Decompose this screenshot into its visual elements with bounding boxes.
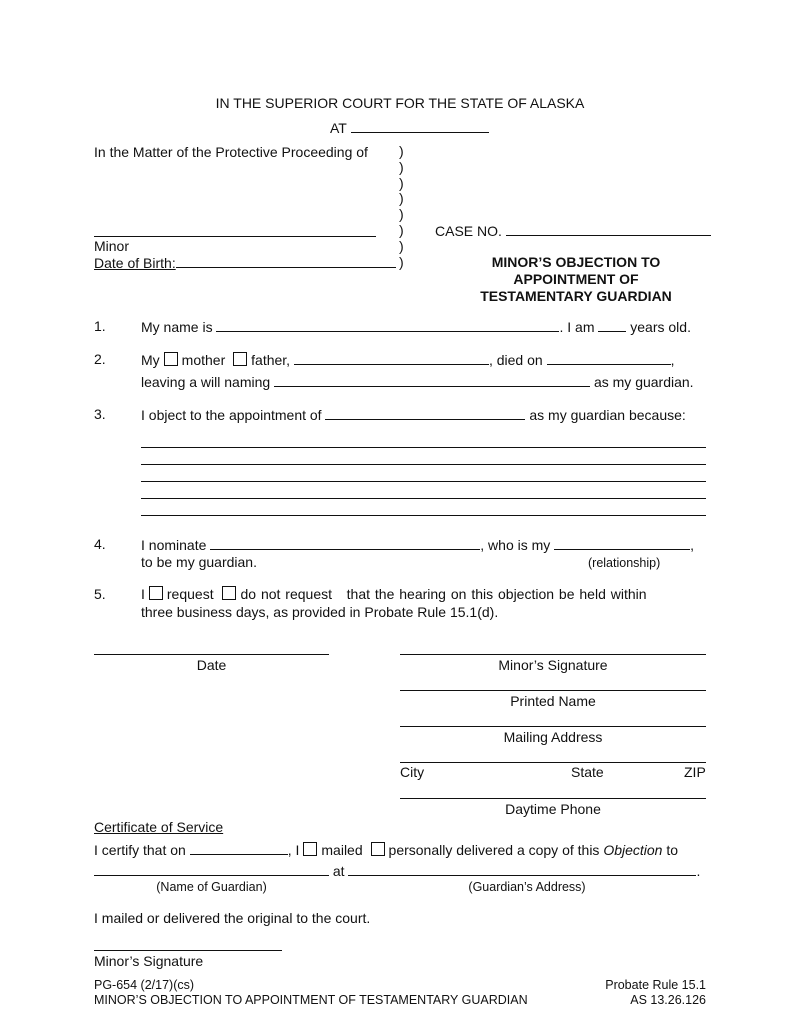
item-4-line-2: to be my guardian. bbox=[141, 554, 257, 570]
parent-name-field[interactable] bbox=[294, 351, 489, 365]
name-field[interactable] bbox=[216, 318, 559, 332]
guardian-address-label: (Guardian’s Address) bbox=[468, 880, 586, 894]
nominee-field[interactable] bbox=[210, 536, 480, 550]
service-date-field[interactable] bbox=[190, 841, 288, 855]
minor-signature-field[interactable] bbox=[400, 654, 706, 655]
daytime-phone-field[interactable] bbox=[400, 798, 706, 799]
father-checkbox[interactable] bbox=[233, 352, 247, 366]
death-date-field[interactable] bbox=[547, 351, 671, 365]
certificate-signature-field[interactable] bbox=[94, 950, 282, 951]
case-no-field[interactable] bbox=[506, 222, 711, 236]
mailing-address-label: Mailing Address bbox=[503, 729, 603, 745]
age-field[interactable] bbox=[598, 318, 626, 332]
court-heading: IN THE SUPERIOR COURT FOR THE STATE OF ALASKA bbox=[215, 95, 585, 111]
form-number: PG-654 (2/17)(cs) bbox=[94, 978, 195, 992]
item-2-line-2: leaving a will naming as my guardian. bbox=[141, 374, 694, 390]
guardian-name-field[interactable] bbox=[94, 862, 329, 876]
date-label: Date bbox=[196, 657, 227, 673]
certificate-line-2: at . bbox=[94, 862, 700, 879]
item-number: 2. bbox=[94, 351, 106, 367]
mother-checkbox[interactable] bbox=[164, 352, 178, 366]
dob-label: Date of Birth: bbox=[94, 254, 396, 271]
item-5-line-2: three business days, as provided in Probate Rule 15.1(d). bbox=[141, 604, 499, 620]
at-label bbox=[330, 119, 489, 136]
item-number: 1. bbox=[94, 318, 106, 334]
mailing-address-field[interactable] bbox=[400, 726, 706, 727]
item-3: I object to the appointment of as my guardian because: bbox=[141, 407, 686, 423]
reason-line[interactable] bbox=[141, 481, 706, 482]
mailed-checkbox[interactable] bbox=[303, 842, 317, 856]
request-checkbox[interactable] bbox=[149, 586, 163, 600]
will-guardian-field[interactable] bbox=[274, 373, 590, 387]
relationship-field[interactable] bbox=[554, 536, 690, 550]
minor-label: Minor bbox=[94, 238, 130, 254]
matter-label: In the Matter of the Protective Proceeding of bbox=[94, 144, 368, 160]
at-text: AT bbox=[330, 120, 347, 136]
item-5: I request do not request that the hearing on this objection be held within bbox=[141, 586, 647, 602]
relationship-label: (relationship) bbox=[588, 556, 661, 570]
original-statement: I mailed or delivered the original to the court. bbox=[94, 910, 371, 926]
form-title-3: TESTAMENTARY GUARDIAN bbox=[480, 288, 672, 304]
probate-rule: Probate Rule 15.1 bbox=[605, 978, 706, 992]
item-2: My mother father, , died on , bbox=[141, 352, 675, 368]
court-location-field[interactable] bbox=[351, 119, 489, 133]
printed-name-label: Printed Name bbox=[510, 693, 596, 709]
printed-name-field[interactable] bbox=[400, 690, 706, 691]
minor-name-field[interactable] bbox=[94, 236, 376, 237]
guardian-name-label: (Name of Guardian) bbox=[156, 880, 267, 894]
minor-signature-label: Minor’s Signature bbox=[498, 657, 608, 673]
certificate-heading: Certificate of Service bbox=[94, 819, 224, 835]
caption-parens: ) ) ) ) ) ) ) ) bbox=[399, 143, 404, 270]
daytime-phone-label: Daytime Phone bbox=[505, 801, 601, 817]
case-no: CASE NO. bbox=[435, 222, 711, 239]
city-label: City bbox=[400, 764, 425, 780]
zip-label: ZIP bbox=[684, 764, 706, 780]
statute: AS 13.26.126 bbox=[630, 993, 706, 1007]
guardian-address-field[interactable] bbox=[348, 862, 696, 876]
city-state-zip-field[interactable] bbox=[400, 762, 706, 763]
footer-title: MINOR’S OBJECTION TO APPOINTMENT OF TESTAMENTARY GUARDIAN bbox=[94, 993, 528, 1007]
state-label: State bbox=[571, 764, 604, 780]
item-1: My name is . I am years old. bbox=[141, 319, 691, 335]
date-field[interactable] bbox=[94, 654, 329, 655]
reason-line[interactable] bbox=[141, 447, 706, 448]
form-title-2: APPOINTMENT OF bbox=[513, 271, 639, 287]
reason-line[interactable] bbox=[141, 464, 706, 465]
reason-line[interactable] bbox=[141, 515, 706, 516]
item-4: I nominate , who is my , bbox=[141, 537, 695, 553]
item-number: 5. bbox=[94, 586, 106, 602]
item-number: 4. bbox=[94, 536, 106, 552]
do-not-request-checkbox[interactable] bbox=[222, 586, 236, 600]
dob-field[interactable] bbox=[176, 254, 396, 268]
certificate-line-1: I certify that on , I mailed personally delivered a copy of this Objection to bbox=[94, 842, 679, 858]
certificate-signature-label: Minor’s Signature bbox=[94, 953, 204, 969]
reason-line[interactable] bbox=[141, 498, 706, 499]
delivered-checkbox[interactable] bbox=[371, 842, 385, 856]
objected-guardian-field[interactable] bbox=[325, 406, 525, 420]
form-title-1: MINOR’S OBJECTION TO bbox=[491, 254, 661, 270]
item-number: 3. bbox=[94, 406, 106, 422]
